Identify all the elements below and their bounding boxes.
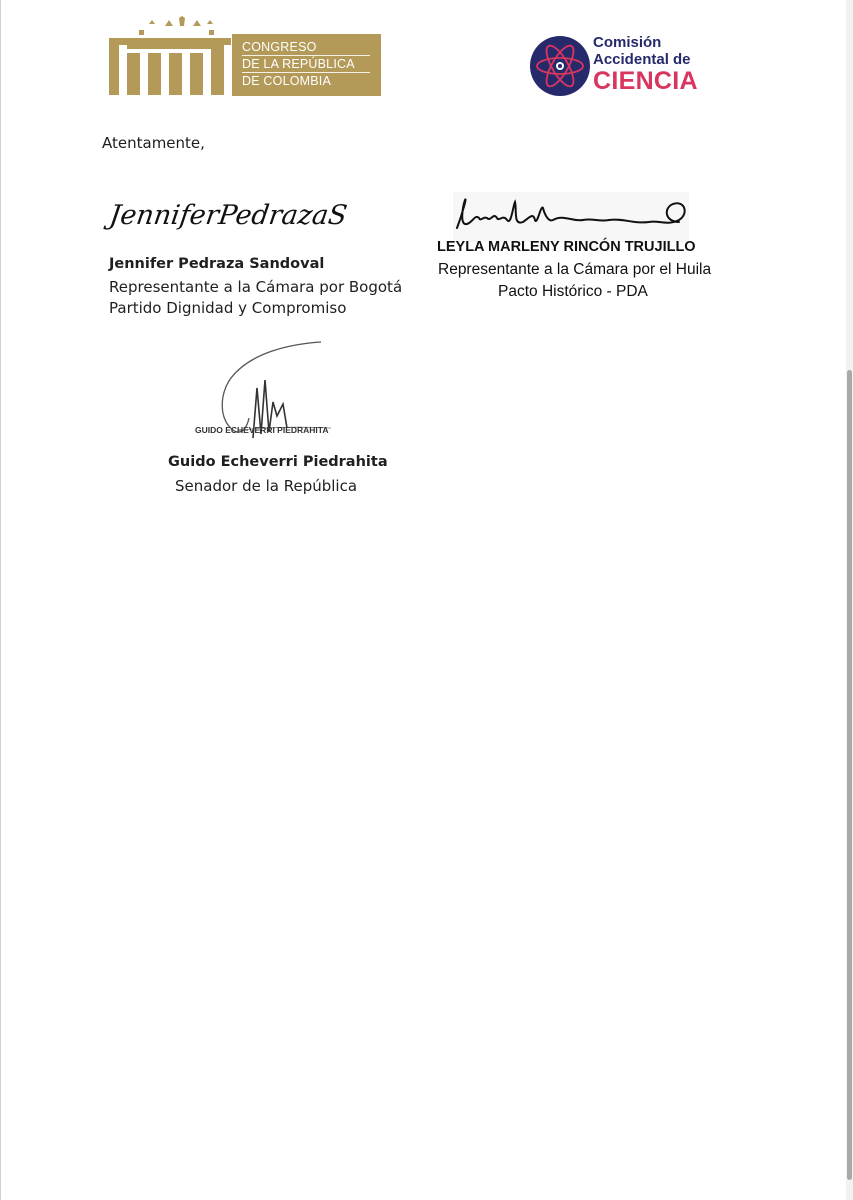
ciencia-line-3: CIENCIA: [593, 67, 698, 95]
ciencia-logo: [529, 33, 719, 99]
signatory-2-role: Representante a la Cámara por el Huila: [438, 261, 712, 278]
handwritten-signature-icon: [107, 192, 349, 236]
scrollbar-thumb[interactable]: [847, 370, 852, 1180]
vertical-scrollbar[interactable]: [846, 0, 853, 1200]
signatory-2-name: LEYLA MARLENY RINCÓN TRUJILLO: [437, 239, 696, 255]
signature-leyla-rincon: [453, 192, 689, 242]
signatory-1-party: Partido Dignidad y Compromiso: [109, 299, 347, 317]
atom-icon: [529, 35, 591, 97]
svg-text:JenniferPedrazaS: JenniferPedrazaS: [107, 200, 349, 231]
congreso-label-box: [232, 34, 381, 96]
ciencia-line-1: Comisión: [593, 34, 662, 51]
signatory-3-role: Senador de la República: [175, 477, 358, 495]
signature-jennifer-pedraza: [107, 192, 349, 236]
signature-guido-echeverri: [191, 338, 341, 442]
congreso-logo: [109, 16, 381, 98]
closing-text: Atentamente,: [102, 134, 205, 152]
signatory-1-name: Jennifer Pedraza Sandoval: [109, 256, 325, 272]
ciencia-line-2: Accidental de: [593, 51, 691, 68]
capitol-building-icon: [109, 16, 231, 98]
congreso-line-2: DE LA REPÚBLICA: [242, 56, 370, 73]
signatory-3-name: Guido Echeverri Piedrahita: [168, 454, 388, 470]
signature-caption: GUIDO ECHEVERRI PIEDRAHITA: [195, 425, 329, 435]
handwritten-signature-icon: [453, 192, 689, 242]
congreso-line-3: DE COLOMBIA: [242, 74, 332, 88]
signatory-1-role: Representante a la Cámara por Bogotá: [109, 278, 403, 296]
congreso-line-1: CONGRESO: [242, 39, 370, 56]
signatory-2-party: Pacto Histórico - PDA: [498, 283, 648, 300]
